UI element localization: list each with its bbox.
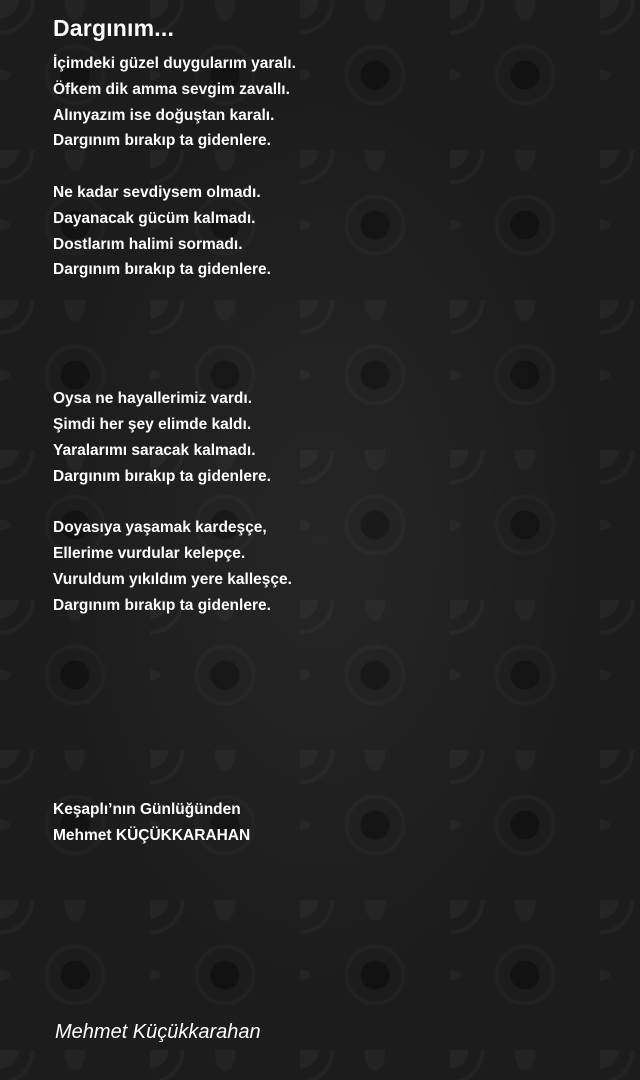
poem-line: Ne kadar sevdiysem olmadı. — [53, 183, 261, 201]
poem-line: Doyasıya yaşamak kardeşçe, — [53, 519, 267, 537]
stanza-4 — [53, 515, 613, 618]
poem-line: Ellerime vurdular kelepçe. — [53, 544, 246, 562]
poem-line: Oysa ne hayallerimiz vardı. — [53, 390, 253, 408]
author-name: Mehmet Küçükkarahan — [55, 1021, 261, 1043]
signature-name: Mehmet KÜÇÜKKARAHAN — [53, 826, 251, 844]
poem-line: İçimdeki güzel duygularım yaralı. — [53, 55, 296, 72]
poem-line: Dargınım bırakıp ta gidenlere. — [53, 132, 271, 150]
stanza-gap — [53, 154, 613, 180]
stanza-1 — [53, 51, 613, 154]
stanza-2 — [53, 180, 613, 283]
poem-line: Dargınım bırakıp ta gidenlere. — [53, 596, 271, 614]
poem-line: Dargınım bırakıp ta gidenlere. — [53, 261, 271, 279]
poem-line: Alınyazım ise doğuştan karalı. — [53, 106, 275, 124]
signature-source: Keşaplı’nın Günlüğünden — [53, 801, 241, 818]
stanza-3 — [53, 386, 613, 489]
stanza-gap — [53, 283, 613, 386]
poem-line: Öfkem dik amma sevgim zavallı. — [53, 80, 290, 98]
poem-line: Dargınım bırakıp ta gidenlere. — [53, 467, 271, 485]
poem-line: Dostlarım halimi sormadı. — [53, 235, 243, 253]
poem-line: Şimdi her şey elimde kaldı. — [53, 415, 252, 433]
poem-line: Yaralarımı saracak kalmadı. — [53, 441, 256, 459]
poem-body — [53, 51, 613, 618]
stanza-gap — [53, 489, 613, 515]
poem-line: Dayanacak gücüm kalmadı. — [53, 209, 256, 227]
poem-title: Dargınım... — [53, 15, 175, 41]
poem-line: Vuruldum yıkıldım yere kalleşçe. — [53, 570, 292, 588]
poem-signature — [53, 797, 250, 849]
